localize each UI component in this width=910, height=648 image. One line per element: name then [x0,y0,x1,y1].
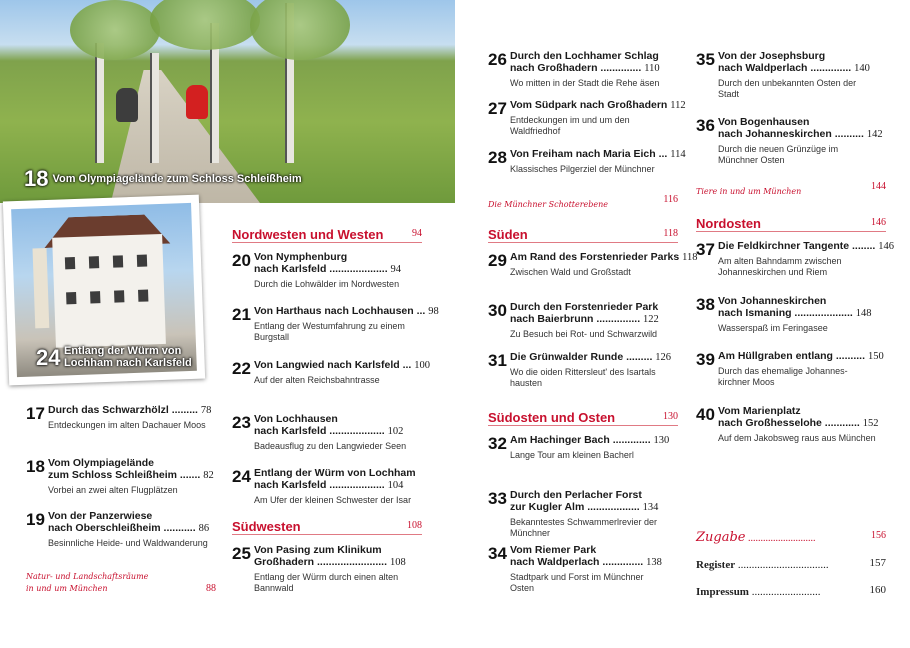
script-line-2: in und um München [26,584,108,593]
entry-title-line-2: nach Karlsfeld ................... 104 [254,479,404,491]
entry-description: Badeausflug zu den Langwieder Seen [254,441,407,451]
photo-left-number: 24 [36,345,61,370]
entry-number: 22 [232,359,251,378]
photo-top-caption [24,166,302,192]
entry-number: 34 [488,544,507,563]
toc-entry[interactable] [26,510,216,549]
toc-entry[interactable] [696,50,886,99]
entry-title-line-2: nach Großhadern .............. 110 [510,62,660,74]
entry-page: 98 [428,306,439,317]
entry-page: 146 [878,241,895,252]
entry-title-line-2: nach Oberschleißheim ........... 86 [48,522,210,534]
toc-entry[interactable] [488,544,678,593]
entry-page: 152 [862,418,879,429]
entry-number: 20 [232,251,251,270]
script-line-1: Natur- und Landschaftsräume [26,572,149,581]
entry-number: 33 [488,489,507,508]
toc-entry[interactable] [488,50,678,89]
entry-title: Von Johanneskirchen [718,295,827,307]
toc-entry[interactable] [232,251,422,290]
entry-number: 29 [488,251,507,270]
entry-title: Von Nymphenburg [254,251,348,263]
entry-title: Von Lochhausen [254,413,338,425]
entry-title: Entlang der Würm von Lochham [254,467,416,479]
entry-title-line-2: Großhadern ........................ 108 [254,556,406,568]
toc-script-entry[interactable] [696,181,886,195]
toc-extras [696,528,886,598]
toc-entry[interactable] [696,405,886,444]
entry-title: Am Hüllgraben entlang .......... 150 [718,350,884,362]
entry-number: 36 [696,116,715,135]
entry-title: Durch das Schwarzhölzl ......... 78 [48,404,212,416]
section-divider [696,231,886,232]
entry-number: 39 [696,350,715,369]
entry-number: 27 [488,99,507,118]
entry-description: Entlang der Würm durch einen alten Bannwald [254,572,399,593]
entry-description: Stadtpark und Forst im Münchner Osten [510,572,644,593]
script-label: Die Münchner Schotterebene [488,200,609,209]
section-label: Südwesten [232,519,301,534]
entry-title-line-2: nach Ismaning .................... 148 [718,307,872,319]
entry-title: Durch den Perlacher Forst [510,489,642,501]
entry-description: Zu Besuch bei Rot- und Schwarzwild [510,329,658,339]
entry-title: Durch den Forstenrieder Park [510,301,659,313]
entry-page: 126 [655,352,672,363]
entry-description: Durch den unbekannten Osten der Stadt [718,78,857,99]
entry-number: 28 [488,148,507,167]
entry-title: Von Langwied nach Karlsfeld ... 100 [254,359,431,371]
toc-entry[interactable] [696,350,886,388]
entry-title-line-2: nach Waldperlach .............. 138 [510,556,662,568]
toc-script-entry[interactable] [488,194,678,208]
entry-title: Vom Südpark nach Großhadern 112 [510,99,686,111]
toc-entry[interactable] [26,404,216,431]
entry-number: 38 [696,295,715,314]
extra-page: 156 [871,530,886,541]
entry-number: 30 [488,301,507,320]
entry-description: Auf dem Jakobsweg raus aus München [718,433,876,443]
extra-label: Impressum [696,586,749,598]
entry-title: Von Bogenhausen [718,116,810,128]
entry-description: Durch die Lohwälder im Nordwesten [254,279,400,289]
photo-top-title: Vom Olympiagelände zum Schloss Schleißheim [52,173,302,185]
entry-page: 130 [653,435,670,446]
entry-description: Durch die neuen Grünzüge im Münchner Osten [718,144,839,165]
toc-extra-entry[interactable] [696,528,886,544]
section-nordosten[interactable] [696,215,886,231]
entry-title-line-2: zur Kugler Alm .................. 134 [510,501,659,513]
entry-description: Durch das ehemalige Johannes-kirchner Moos [718,366,848,387]
script-page: 144 [871,181,886,192]
entry-description: Wo die oiden Rittersleut' des Isartals hausten [510,367,656,388]
entry-page: 110 [644,63,660,74]
entry-description: Entdeckungen im und um den Waldfriedhof [510,115,630,136]
toc-entry[interactable] [696,116,886,166]
section-suedwesten[interactable] [232,518,422,534]
entry-description: Wo mitten in der Stadt die Rehe äsen [510,78,660,88]
toc-script-entry[interactable] [26,572,216,598]
toc-entry[interactable] [696,240,895,278]
entry-description: Besinnliche Heide- und Waldwanderung [48,538,208,548]
toc-entry[interactable] [488,351,678,389]
extra-page: 157 [869,557,886,569]
toc-entry[interactable] [232,305,439,343]
toc-entry[interactable] [232,467,422,506]
toc-extra-entry[interactable] [696,582,886,598]
entry-title: Von Pasing zum Klinikum [254,544,382,556]
entry-page: 86 [198,523,210,534]
extra-leader: ................................. [735,559,829,571]
section-label: Süden [488,227,528,242]
entry-description: Auf der alten Reichsbahntrasse [254,375,380,385]
toc-entry[interactable] [232,544,422,594]
entry-number: 23 [232,413,251,432]
entry-title: Von der Josephsburg [718,50,826,62]
entry-description: Entdeckungen im alten Dachauer Moos [48,420,206,430]
section-label: Nordwesten und Westen [232,227,384,242]
entry-description: Klassisches Pilgerziel der Münchner [510,164,655,174]
toc-column-2 [232,251,439,505]
toc-entry[interactable] [26,457,216,496]
entry-number: 26 [488,50,507,69]
entry-page: 148 [855,308,872,319]
entry-description: Am alten Bahndamm zwischen Johanneskirchen und Riem [718,256,842,277]
entry-number: 32 [488,434,507,453]
entry-title: Durch den Lochhamer Schlag [510,50,659,62]
script-page: 88 [206,583,216,594]
toc-entry[interactable] [488,434,678,461]
section-sueden[interactable] [488,226,678,242]
extra-leader: ........................... [745,533,816,544]
toc-entry[interactable] [488,489,678,539]
entry-title-line-2: nach Großhesselohe ............ 152 [718,417,879,429]
entry-page: 94 [390,264,402,275]
entry-title: Die Grünwalder Runde ......... 126 [510,351,672,363]
entry-title: Von der Panzerwiese [48,510,153,522]
toc-column-2b [232,544,422,604]
extra-label: Zugabe [696,530,746,545]
entry-number: 24 [232,467,251,486]
toc-column-3a [488,50,686,185]
section-page: 108 [407,520,422,531]
toc-column-3c [488,434,678,604]
section-label: Südosten und Osten [488,410,616,425]
entry-page: 150 [867,351,884,362]
section-nordwesten[interactable] [232,226,422,242]
section-divider [232,242,422,243]
extra-label: Register [696,559,736,571]
entry-page: 138 [646,557,662,568]
extra-page: 160 [869,584,886,596]
section-page: 94 [412,228,422,239]
entry-title-line-2: nach Johanneskirchen .......... 142 [718,128,883,140]
entry-page: 142 [866,129,883,140]
entry-page: 102 [387,426,404,437]
script-label: Tiere in und um München [696,187,802,196]
entry-page: 82 [203,470,214,481]
toc-entry[interactable] [488,148,686,175]
entry-title: Vom Riemer Park [510,544,597,556]
entry-title-line-2: nach Karlsfeld .................... 94 [254,263,402,275]
toc-entry[interactable] [488,251,698,278]
section-page: 146 [871,217,886,228]
entry-description: Bekanntestes Schwammerlrevier der Münchner [510,517,658,538]
entry-description: Entlang der Westumfahrung zu einem Burgstall [254,321,405,342]
entry-title-line-2: nach Karlsfeld ................... 102 [254,425,404,437]
entry-page: 100 [414,360,431,371]
toc-entry[interactable] [696,295,886,334]
toc-entry[interactable] [232,359,431,386]
toc-entry[interactable] [232,413,422,452]
entry-page: 122 [643,314,659,325]
entry-title: Am Rand des Forstenrieder Parks 118 [510,251,698,263]
entry-title: Die Feldkirchner Tangente ........ 146 [718,240,895,252]
toc-entry[interactable] [488,99,686,136]
entry-number: 35 [696,50,715,69]
section-page: 118 [663,228,678,239]
entry-page: 108 [389,557,406,568]
entry-number: 25 [232,544,251,563]
script-page: 116 [663,194,678,205]
entry-page: 140 [854,63,870,74]
entry-description: Zwischen Wald und Großstadt [510,267,631,277]
photo-top-number: 18 [24,166,49,191]
entry-number: 19 [26,510,45,529]
section-divider [488,242,678,243]
entry-description: Vorbei an zwei alten Flugplätzen [48,485,178,495]
entry-number: 40 [696,405,715,424]
entry-title-line-2: nach Waldperlach .............. 140 [718,62,870,74]
entry-title: Vom Marienplatz [718,405,801,417]
section-suedosten[interactable] [488,409,678,425]
toc-column-4b [696,240,895,460]
section-page: 130 [663,411,678,422]
entry-description: Lange Tour am kleinen Bacherl [510,450,634,460]
entry-number: 37 [696,240,715,259]
entry-number: 17 [26,404,45,423]
entry-title: Von Harthaus nach Lochhausen ... 98 [254,305,439,317]
entry-page: 78 [200,405,212,416]
toc-column-1 [26,404,216,554]
entry-title: Vom Olympiagelände [48,457,154,469]
entry-page: 104 [387,480,404,491]
section-divider [488,425,678,426]
extra-leader: ......................... [748,586,821,598]
toc-extra-entry[interactable] [696,555,886,571]
entry-title: Am Hachinger Bach ............. 130 [510,434,670,446]
entry-number: 31 [488,351,507,370]
entry-title-line-2: nach Baierbrunn ............... 122 [510,313,659,325]
entry-title-line-2: zum Schloss Schleißheim ....... 82 [48,469,214,481]
photo-left-title: Entlang der Würm von Lochham nach Karlsfeld [64,345,192,369]
entry-number: 21 [232,305,251,324]
toc-column-4a [696,50,886,180]
entry-description: Am Ufer der kleinen Schwester der Isar [254,495,412,505]
entry-page: 134 [642,502,659,513]
entry-title: Von Freiham nach Maria Eich ... 114 [510,148,686,160]
toc-column-3b [488,251,698,396]
entry-number: 18 [26,457,45,476]
entry-description: Wasserspaß im Feringasee [718,323,828,333]
section-divider [232,534,422,535]
entry-page: 112 [670,100,686,111]
entry-page: 114 [670,149,686,160]
toc-entry[interactable] [488,301,678,340]
entry-page: 118 [682,252,698,263]
section-label: Nordosten [696,216,761,231]
